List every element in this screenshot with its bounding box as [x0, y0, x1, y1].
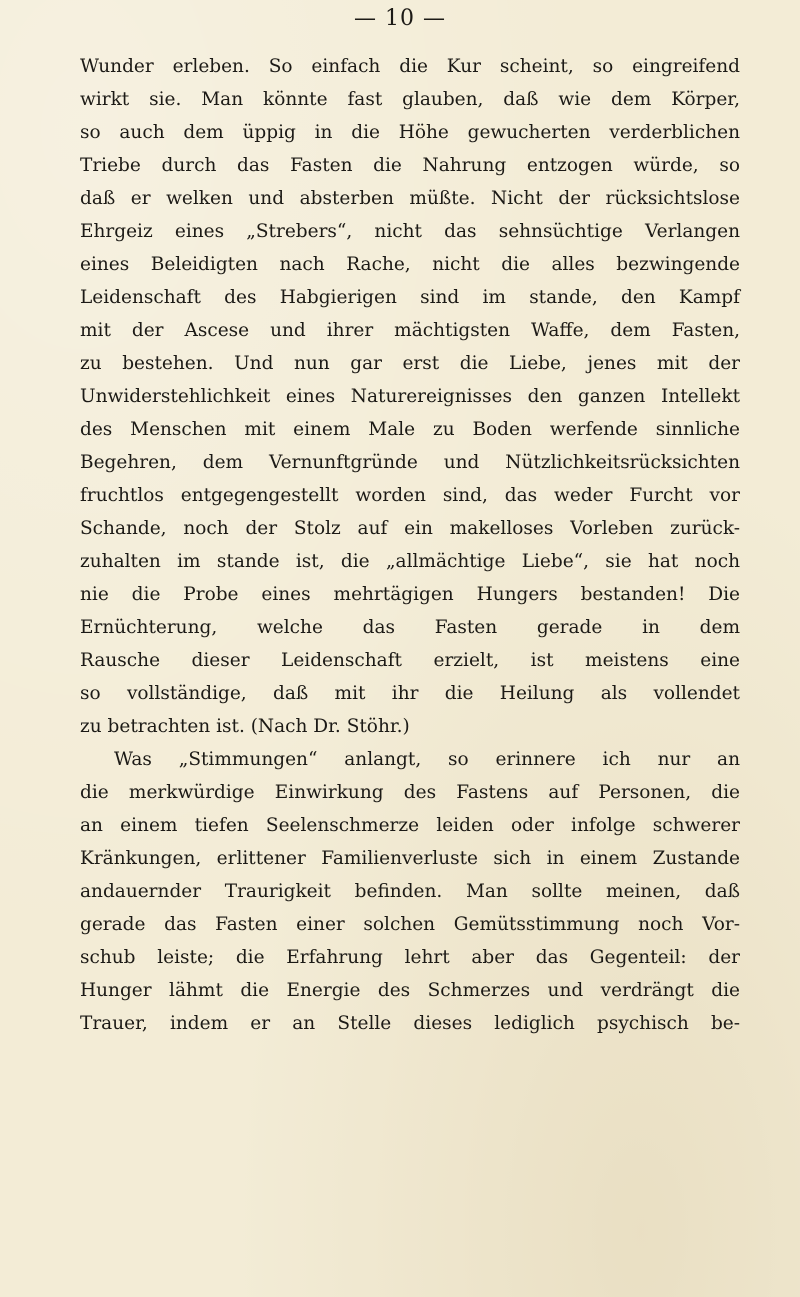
- text-line: an einem tiefen Seelenschmerze leiden oder infolge schwerer: [80, 815, 740, 836]
- text-line: Kränkungen, erlittener Familienverluste sich in einem Zustande: [80, 848, 740, 869]
- text-line: fruchtlos entgegengestellt worden sind, das weder Furcht vor: [80, 485, 740, 506]
- text-line: so vollständige, daß mit ihr die Heilung als vollendet: [80, 683, 740, 704]
- text-line: Ehrgeiz eines „Strebers“, nicht das sehnsüchtige Verlangen: [80, 221, 740, 242]
- text-line: Ernüchterung, welche das Fasten gerade in dem: [80, 617, 740, 638]
- text-line: mit der Ascese und ihrer mächtigsten Waffe, dem Fasten,: [80, 320, 740, 341]
- page-number: — 10 —: [354, 6, 446, 31]
- text-line: zu bestehen. Und nun gar erst die Liebe, jenes mit der: [80, 353, 740, 374]
- text-line: andauernder Traurigkeit befinden. Man sollte meinen, daß: [80, 881, 740, 902]
- text-line: Leidenschaft des Habgierigen sind im stande, den Kampf: [80, 287, 740, 308]
- text-line: nie die Probe eines mehrtägigen Hungers bestanden! Die: [80, 584, 740, 605]
- text-line: schub leiste; die Erfahrung lehrt aber das Gegenteil: der: [80, 947, 740, 968]
- text-line: die merkwürdige Einwirkung des Fastens auf Personen, die: [80, 782, 740, 803]
- text-line: Was „Stimmungen“ anlangt, so erinnere ich nur an: [114, 749, 740, 770]
- text-line: Begehren, dem Vernunftgründe und Nützlichkeitsrücksichten: [80, 452, 740, 473]
- text-line: Trauer, indem er an Stelle dieses lediglich psychisch be-: [80, 1013, 740, 1034]
- text-line: Hunger lähmt die Energie des Schmerzes und verdrängt die: [80, 980, 740, 1001]
- body-text: [80, 50, 740, 1040]
- text-line: Rausche dieser Leidenschaft erzielt, ist meistens eine: [80, 650, 740, 671]
- text-line: Schande, noch der Stolz auf ein makelloses Vorleben zurück-: [80, 518, 740, 539]
- text-line: Triebe durch das Fasten die Nahrung entzogen würde, so: [80, 155, 740, 176]
- text-line: gerade das Fasten einer solchen Gemütsstimmung noch Vor-: [80, 914, 740, 935]
- text-line: daß er welken und absterben müßte. Nicht der rücksichtslose: [80, 188, 740, 209]
- text-line: eines Beleidigten nach Rache, nicht die alles bezwingende: [80, 254, 740, 275]
- text-line: so auch dem üppig in die Höhe gewucherten verderblichen: [80, 122, 740, 143]
- text-line: des Menschen mit einem Male zu Boden werfende sinnliche: [80, 419, 740, 440]
- text-line: Unwiderstehlichkeit eines Naturereignisses den ganzen Intellekt: [80, 386, 740, 407]
- text-line: wirkt sie. Man könnte fast glauben, daß wie dem Körper,: [80, 89, 740, 110]
- text-line: zuhalten im stande ist, die „allmächtige Liebe“, sie hat noch: [80, 551, 740, 572]
- text-line: zu betrachten ist. (Nach Dr. Stöhr.): [80, 716, 410, 737]
- text-line: Wunder erleben. So einfach die Kur scheint, so eingreifend: [80, 56, 740, 77]
